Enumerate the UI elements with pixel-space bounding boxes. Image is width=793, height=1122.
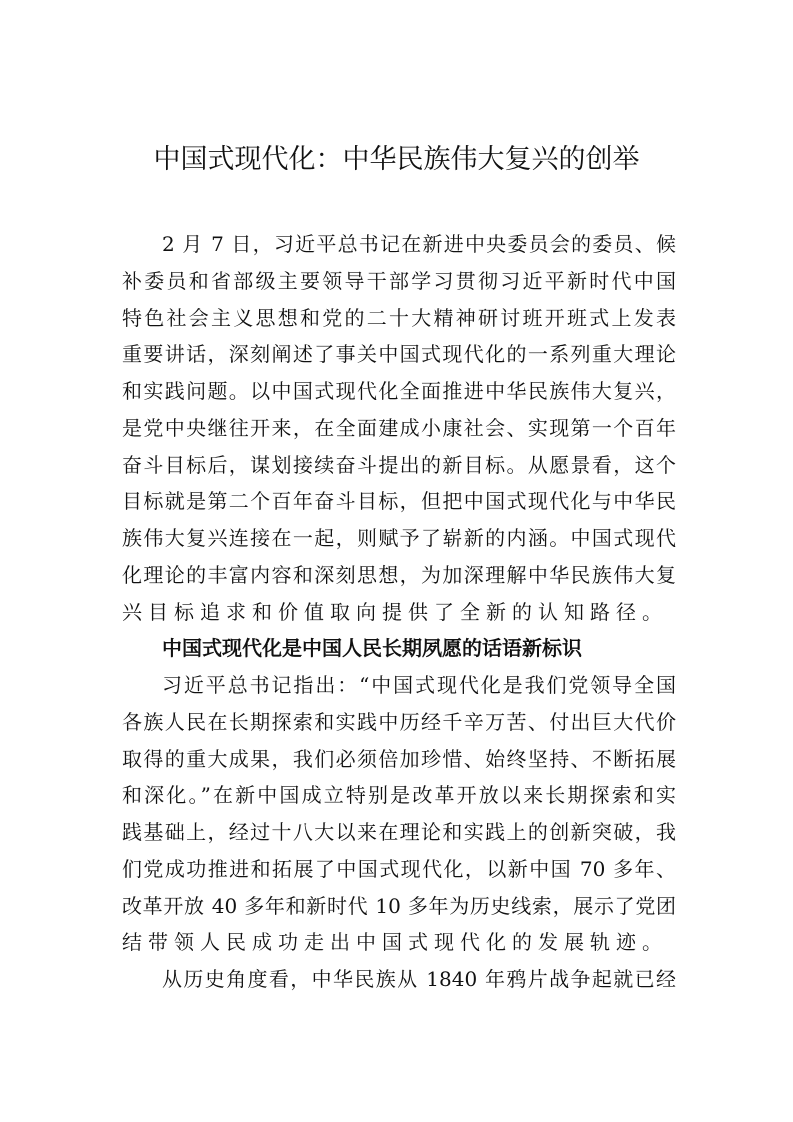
paragraph-line: 兴目标追求和价值取向提供了全新的认知路径。 — [122, 599, 668, 624]
paragraph-line: 化理论的丰富内容和深刻思想，为加深理解中华民族伟大复 — [122, 562, 676, 587]
paragraph-line: 结带领人民成功走出中国式现代化的发展轨迹。 — [122, 930, 668, 955]
paragraph-line: 补委员和省部级主要领导干部学习贯彻习近平新时代中国 — [122, 268, 676, 293]
paragraph-line: 2 月 7 日，习近平总书记在新进中央委员会的委员、候 — [162, 232, 676, 256]
paragraph-line: 取得的重大成果，我们必须倍加珍惜、始终坚持、不断拓展 — [122, 746, 676, 771]
paragraph-line: 践基础上，经过十八大以来在理论和实践上的创新突破，我 — [122, 820, 676, 844]
paragraph-line: 目标就是第二个百年奋斗目标，但把中国式现代化与中华民 — [122, 489, 676, 514]
paragraph-line: 习近平总书记指出：“中国式现代化是我们党领导全国 — [162, 673, 676, 697]
document-body — [122, 226, 676, 998]
paragraph-line: 重要讲话，深刻阐述了事关中国式现代化的一系列重大理论 — [122, 342, 676, 367]
section-heading: 中国式现代化是中国人民长期夙愿的话语新标识 — [162, 636, 582, 661]
paragraph-line: 和深化。”在新中国成立特别是改革开放以来长期探索和实 — [122, 783, 676, 808]
paragraph-line: 们党成功推进和拓展了中国式现代化，以新中国 70 多年、 — [122, 856, 676, 881]
paragraph-line: 奋斗目标后，谋划接续奋斗提出的新目标。从愿景看，这个 — [122, 452, 676, 477]
document-title: 中国式现代化：中华民族伟大复兴的创举 — [153, 144, 640, 175]
paragraph-line: 和实践问题。以中国式现代化全面推进中华民族伟大复兴， — [122, 379, 676, 403]
paragraph-line: 族伟大复兴连接在一起，则赋予了崭新的内涵。中国式现代 — [122, 526, 676, 550]
paragraph-line: 是党中央继往开来，在全面建成小康社会、实现第一个百年 — [122, 415, 676, 440]
paragraph-line: 特色社会主义思想和党的二十大精神研讨班开班式上发表 — [122, 305, 676, 330]
paragraph-line: 各族人民在长期探索和实践中历经千辛万苦、付出巨大代价 — [122, 709, 676, 734]
paragraph-line: 改革开放 40 多年和新时代 10 多年为历史线索，展示了党团 — [122, 893, 676, 918]
paragraph-line: 从历史角度看，中华民族从 1840 年鸦片战争起就已经 — [162, 967, 676, 991]
